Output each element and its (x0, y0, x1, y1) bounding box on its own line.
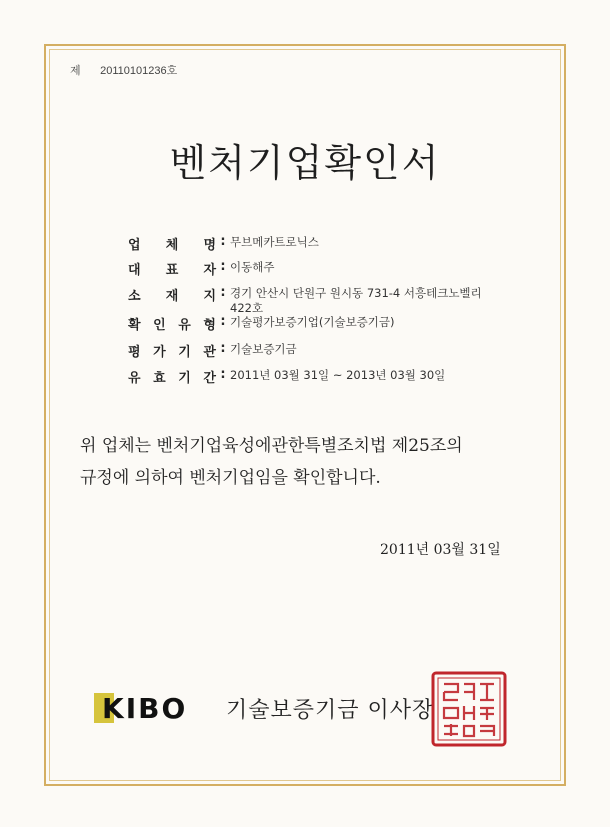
field-label-validity: 유 효 기 간 (128, 371, 216, 386)
issuer-name: 기술보증기금 이사장 (226, 697, 435, 723)
field-label-type: 확 인 유 형 (128, 318, 216, 333)
issue-date: 2011년 03월 31일 (380, 542, 501, 558)
certificate-number-suffix: 호 (166, 64, 178, 77)
field-value-agency: 기술보증기금 (230, 342, 297, 356)
field-row-type: 확 인 유 형 : 기술평가보증기업(기술보증기금) (128, 314, 395, 333)
field-row-representative: 대 표 자 : 이동해주 (128, 259, 275, 278)
field-label-company: 업 체 명 (128, 238, 216, 253)
field-row-address: 소 재 지 : 경기 안산시 단원구 원시동 731-4 서흥테크노벨리 422호 (128, 285, 482, 315)
field-row-company: 업 체 명 : 무브메카트로닉스 (128, 234, 319, 253)
kibo-logo-text: KIBO (102, 691, 188, 725)
kibo-logo (80, 689, 202, 727)
field-value-address: 경기 안산시 단원구 원시동 731-4 서흥테크노벨리 422호 (230, 286, 482, 315)
page-title: 벤처기업확인서 (169, 141, 441, 185)
field-value-representative: 이동해주 (230, 260, 275, 274)
field-label-agency: 평 가 기 관 (128, 345, 216, 360)
official-seal-icon (430, 670, 508, 748)
statement-line-1: 위 업체는 벤처기업육성에관한특별조치법 제25조의 (80, 436, 463, 456)
certificate-number-value: 20110101236 (100, 65, 167, 77)
certificate-number-label: 제 (70, 64, 81, 77)
field-label-address: 소 재 지 (128, 289, 216, 304)
certification-statement (80, 430, 550, 494)
field-value-validity: 2011년 03월 31일 ~ 2013년 03월 30일 (230, 368, 446, 382)
statement-line-2: 규정에 의하여 벤처기업임을 확인합니다. (80, 468, 381, 488)
field-label-representative: 대 표 자 (128, 263, 216, 278)
field-row-agency: 평 가 기 관 : 기술보증기금 (128, 341, 297, 360)
field-row-validity: 유 효 기 간 : 2011년 03월 31일 ~ 2013년 03월 30일 (128, 367, 446, 386)
field-value-type: 기술평가보증기업(기술보증기금) (230, 315, 395, 329)
issuer (80, 688, 434, 728)
certificate-number (70, 62, 177, 78)
field-value-company: 무브메카트로닉스 (230, 235, 319, 249)
